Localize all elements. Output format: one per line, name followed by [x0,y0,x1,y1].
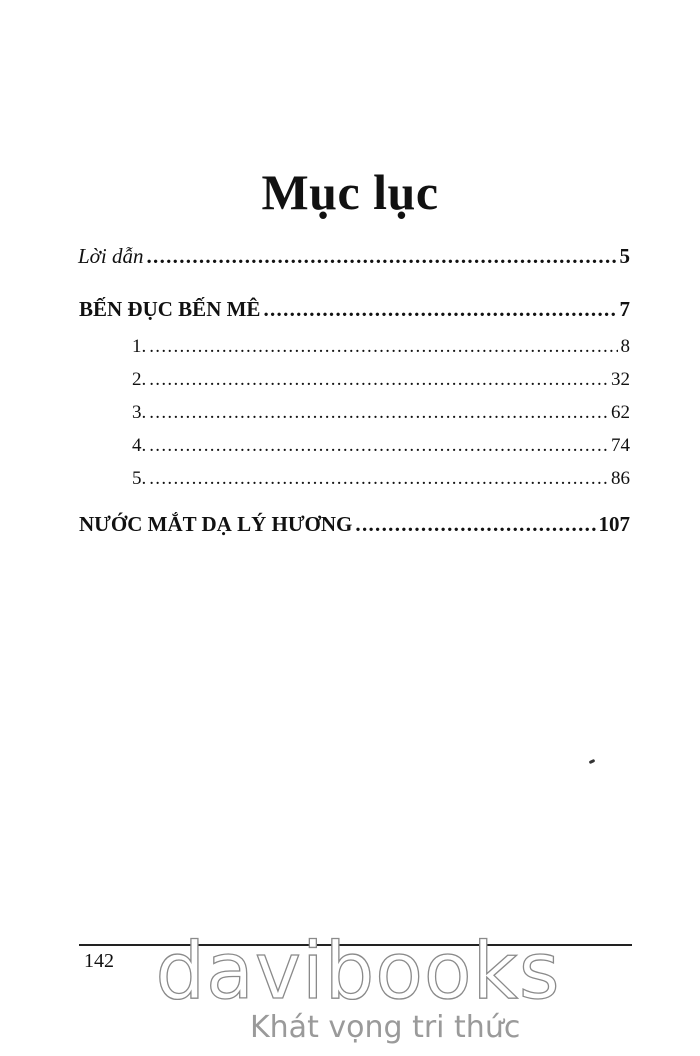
toc-entry-page: 62 [611,402,630,423]
toc-leader-dots [149,336,617,358]
toc-entry-chapter [132,468,630,496]
toc-entry-chapter [132,336,630,364]
toc-entry-label: 5. [132,468,147,489]
toc-entry-label: NƯỚC MẮT DẠ LÝ HƯƠNG [79,512,353,536]
toc-entry-part [79,297,630,325]
toc-entry-chapter [132,435,630,463]
toc-entry-label: 4. [132,435,147,456]
toc-entry-chapter [132,402,630,430]
toc-entry-label: BẾN ĐỤC BẾN MÊ [79,297,261,321]
watermark-slogan: Khát vọng tri thức [250,1010,521,1045]
toc-entry-label: Lời dẫn [78,244,144,268]
toc-leader-dots [146,244,616,269]
toc-leader-dots [149,435,608,457]
toc-entry-part [79,512,630,540]
toc-leader-dots [355,512,595,537]
toc-entry-page: 7 [619,297,630,321]
toc-entry-chapter [132,369,630,397]
page-title: Mục lục [261,163,439,220]
toc-leader-dots [149,369,608,391]
toc-entry-intro [78,244,630,272]
toc-entry-page: 107 [598,512,630,536]
toc-entry-label: 1. [132,336,147,357]
watermark-brand: davibooks [155,927,561,1017]
toc-leader-dots [149,468,608,490]
page-number: 142 [84,950,114,972]
toc-entry-page: 8 [620,336,630,357]
toc-leader-dots [263,297,616,322]
toc-entry-page: 5 [619,244,630,268]
toc-entry-label: 2. [132,369,147,390]
toc-entry-page: 74 [611,435,630,456]
toc-leader-dots [149,402,608,424]
toc-entry-page: 86 [611,468,630,489]
toc-entry-label: 3. [132,402,147,423]
toc-entry-page: 32 [611,369,630,390]
scan-speck [589,759,596,764]
